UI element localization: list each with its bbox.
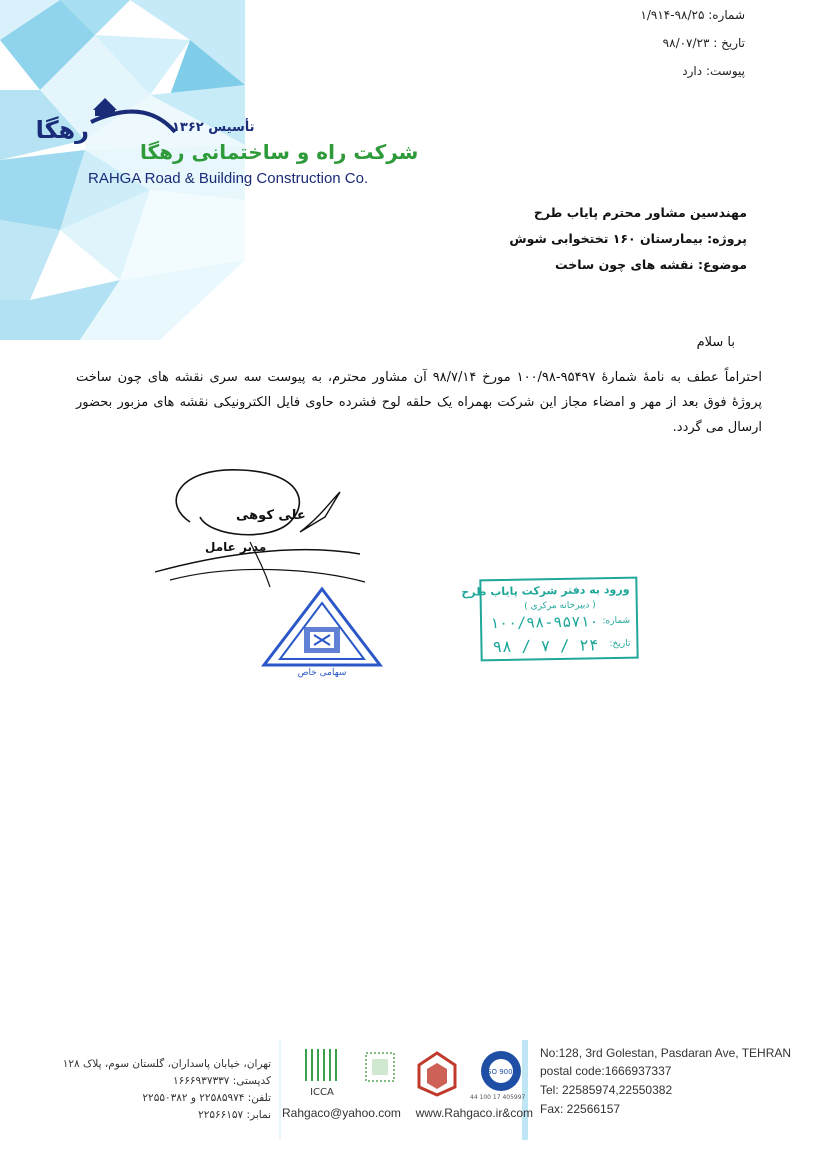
handwritten-signature xyxy=(150,462,370,592)
stamp-number-label: شماره: xyxy=(602,615,631,627)
footer-address-fa: تهران، خیابان پاسداران، گلستان سوم، پلاک ۱۲۸ xyxy=(62,1058,271,1070)
signatory-name: علی کوهی xyxy=(236,508,306,523)
company-name-fa: شرکت راه و ساختمانی رهگا xyxy=(140,140,419,164)
footer-website[interactable]: www.Rahgaco.ir&com xyxy=(415,1106,533,1120)
stamp-date-label: تاریخ: xyxy=(609,638,631,650)
letter-number-value: ۹۸/۲۵-۱/۹۱۴ xyxy=(640,8,705,22)
signatory-title: مدیر عامل xyxy=(205,540,267,554)
letter-body: احتراماً عطف به نامۀ شمارۀ ۹۵۴۹۷-۱۰۰/۹۸ مورخ ۹۸/۷/۱۴ آن مشاور محترم، به پیوست سه سری نقشه های چون ساخت پروژۀ فوق بعد از مهر و امضاء مجاز این شرکت بهمراه یک حلقه لوح فشرده حاوی فایل الکترونیکی نقشه های مزبور بحضور ارسال می گردد. xyxy=(76,370,762,435)
recipient-line-3: موضوع: نقشه های چون ساخت xyxy=(555,257,747,272)
iso-label: ISO 9001 xyxy=(484,1068,518,1076)
letter-attachment-value: دارد xyxy=(682,64,703,78)
company-founded: تأسیس ۱۳۶۲ xyxy=(172,120,255,135)
letter-number xyxy=(640,8,745,22)
letter-attachment-label: پیوست: xyxy=(705,64,745,78)
letter-date xyxy=(663,36,745,50)
contractors-logo xyxy=(415,1045,459,1103)
footer-phone-fa: تلفن: ۲۲۵۸۵۹۷۴ و ۲۲۵۵۰۳۸۲ xyxy=(142,1092,271,1104)
recipient-line-2: پروژه: بیمارستان ۱۶۰ تختخوابی شوش xyxy=(509,231,747,246)
logo-word: رهگا xyxy=(35,116,89,144)
company-name-en: RAHGA Road & Building Construction Co. xyxy=(88,170,369,187)
salutation: با سلام xyxy=(696,335,735,350)
letter-attachment xyxy=(682,64,745,78)
receipt-stamp xyxy=(461,577,638,662)
stamp-title: ورود به دفتر شرکت پایاب طرح xyxy=(461,582,630,599)
seal-text: سهامی خاص xyxy=(297,668,347,678)
cert-number: 44 100 17 405997 xyxy=(470,1094,526,1101)
letter-number-label: شماره: xyxy=(708,8,745,22)
footer-fax-en: Fax: 22566157 xyxy=(540,1102,621,1116)
letter-date-label: تاریخ : xyxy=(713,36,745,50)
footer-fax-fa: نمابر: ۲۲۵۶۶۱۵۷ xyxy=(198,1109,271,1121)
footer-postal-en: postal code:1666937337 xyxy=(540,1064,672,1078)
company-seal xyxy=(260,585,385,678)
footer-tel-en: Tel: 22585974,22550382 xyxy=(540,1083,673,1097)
letter-date-value: ۹۸/۰۷/۲۳ xyxy=(662,36,710,50)
stamp-date-value: ۹۸ / ۷ / ۲۴ xyxy=(492,635,599,657)
icca-label: ICCA xyxy=(310,1087,334,1098)
icca-logo xyxy=(300,1045,344,1103)
recipient-line-1: مهندسین مشاور محترم پایاب طرح xyxy=(533,205,747,220)
footer-address-en: No:128, 3rd Golestan, Pasdaran Ave, TEHRAN xyxy=(540,1046,792,1060)
stamp-number-value: ۱۰۰/۹۸-۹۵۷۱۰ xyxy=(489,612,599,633)
footer-email[interactable]: Rahgaco@yahoo.com xyxy=(282,1106,401,1120)
stamp-subtitle: ( دبیرخانه مرکزی ) xyxy=(524,600,596,612)
association-logo xyxy=(362,1045,398,1103)
footer-postal-fa: کدپستی: ۱۶۶۶۹۳۷۳۳۷ xyxy=(172,1075,271,1087)
footer-web-line xyxy=(282,1106,533,1120)
